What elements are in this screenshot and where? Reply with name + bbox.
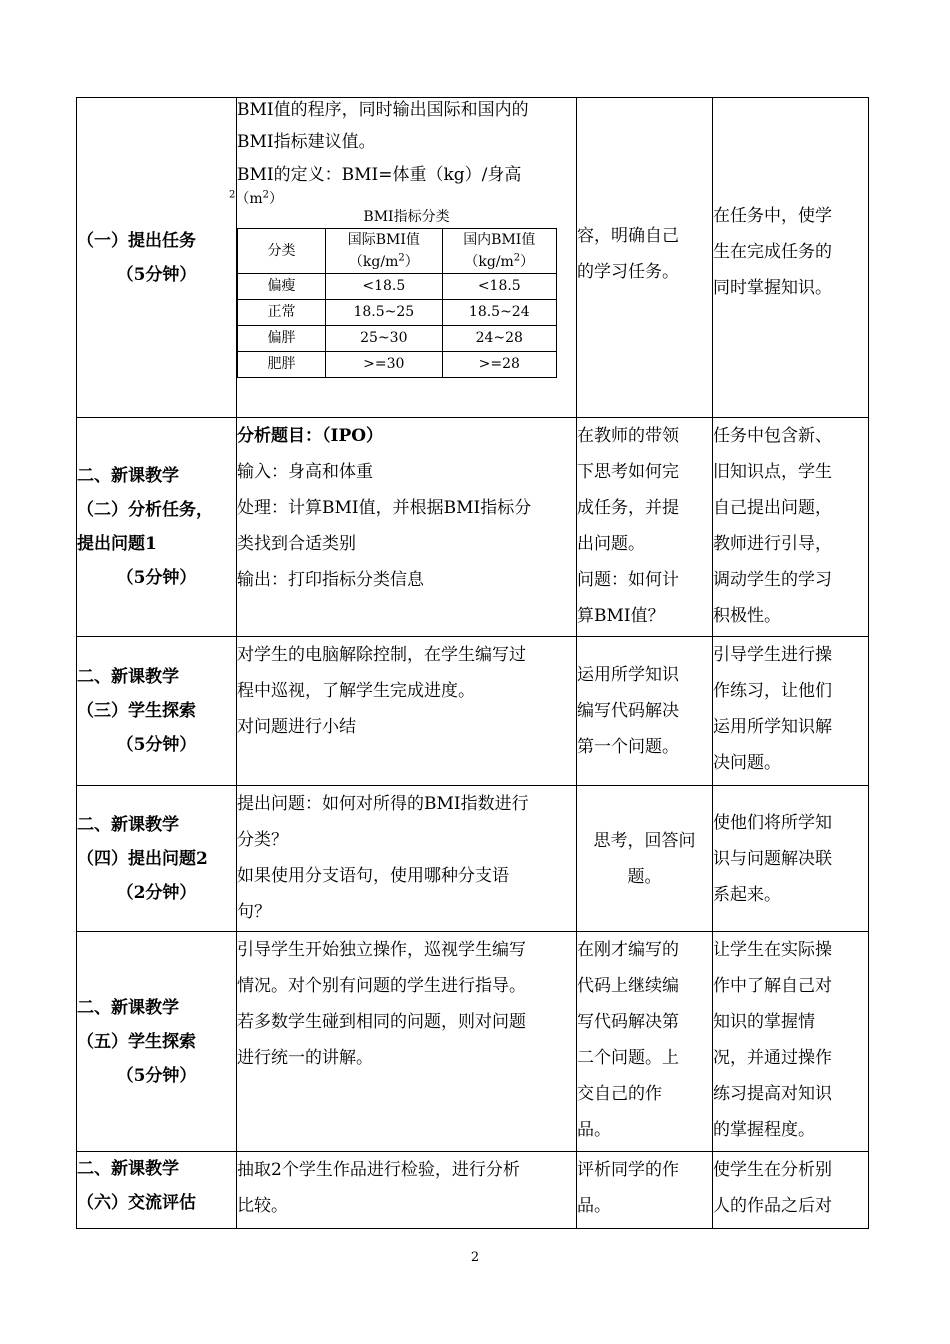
stage-title: 二、新课教学 <box>77 667 179 687</box>
text-line: 代码上继续编 <box>577 976 679 996</box>
text-line: 情况。对个别有问题的学生进行指导。 <box>237 976 526 996</box>
stage-cell <box>77 98 237 418</box>
table-row <box>238 300 557 326</box>
unit-text: （m <box>235 191 263 207</box>
text-line: 教师进行引导， <box>713 534 832 554</box>
design-intent-cell <box>713 786 869 932</box>
header-label: 国内BMI值 <box>463 232 536 248</box>
header-cell <box>442 229 556 274</box>
text-line: 容，明确自己 <box>577 226 679 246</box>
stage-duration: （5分钟） <box>116 568 197 588</box>
table-cell: 24~28 <box>442 326 556 352</box>
text-line: 运用所学知识 <box>577 665 679 685</box>
text-line: 识与问题解决联 <box>713 848 832 869</box>
text-line: 作练习，让他们 <box>713 681 832 701</box>
text-line: 引导学生进行操 <box>713 645 832 665</box>
text-line: 自己提出问题， <box>713 498 832 518</box>
text-line: 作中了解自己对 <box>713 976 832 996</box>
stage-cell <box>77 932 237 1152</box>
text-line: 比较。 <box>237 1196 288 1216</box>
text-line: 出问题。 <box>577 534 645 554</box>
text-line: 生在完成任务的 <box>713 242 832 262</box>
stage-cell <box>77 1152 237 1229</box>
student-activity-cell <box>577 98 713 418</box>
text-line: 调动学生的学习 <box>713 570 832 590</box>
text-line: 决问题。 <box>713 753 781 773</box>
text-line: 使学生在分析别 <box>713 1160 832 1180</box>
text-line: 积极性。 <box>713 606 781 626</box>
header-cell <box>326 229 442 274</box>
stage-cell <box>77 786 237 932</box>
text-line: 句？ <box>237 902 271 922</box>
text-line: 成任务，并提 <box>577 498 679 518</box>
stage-title: 二、新课教学 <box>77 1159 179 1179</box>
bmi-classification-table <box>237 228 557 378</box>
header-cell: 分类 <box>238 229 326 274</box>
table-cell: 18.5~24 <box>442 300 556 326</box>
student-activity-cell <box>577 786 713 932</box>
text-line: 交自己的作 <box>577 1084 662 1104</box>
teacher-activity-cell <box>237 418 577 637</box>
text-line: 同时掌握知识。 <box>713 278 832 298</box>
stage-title: 二、新课教学 <box>77 814 179 835</box>
text-line: 如果使用分支语句，使用哪种分支语 <box>237 866 509 886</box>
table-row <box>238 352 557 378</box>
header-unit: （kg/m <box>348 254 399 270</box>
design-intent-cell <box>713 98 869 418</box>
table-cell: >=30 <box>326 352 442 378</box>
stage-duration: （2分钟） <box>116 882 197 903</box>
text-line: 练习提高对知识 <box>713 1084 832 1104</box>
table-row <box>77 98 869 418</box>
stage-subtitle: （五）学生探索 <box>77 1031 196 1052</box>
text-line: 知识的掌握情 <box>713 1012 815 1032</box>
table-row <box>77 637 869 786</box>
bmi-unit-line <box>229 190 576 208</box>
table-cell: 25~30 <box>326 326 442 352</box>
stage-subtitle: （二）分析任务， <box>77 500 213 520</box>
text-line: 处理：计算BMI值，并根据BMI指标分 <box>237 498 532 518</box>
teacher-activity-cell <box>229 98 577 418</box>
table-row <box>238 274 557 300</box>
lesson-plan-table <box>76 97 869 1229</box>
text-line: 评析同学的作 <box>577 1160 679 1180</box>
table-cell: 18.5~25 <box>326 300 442 326</box>
text-line: 品。 <box>577 1120 611 1140</box>
header-label: 国际BMI值 <box>347 232 420 248</box>
stage-duration: （5分钟） <box>116 735 197 755</box>
text-line: 在刚才编写的 <box>577 940 679 960</box>
unit-close: ） <box>404 254 419 270</box>
design-intent-cell <box>713 932 869 1152</box>
text-line: 品。 <box>577 1196 611 1216</box>
text-line: 在任务中，使学 <box>713 206 832 226</box>
text-line: 类找到合适类别 <box>237 534 356 554</box>
table-cell: 偏胖 <box>238 326 326 352</box>
table-row <box>77 932 869 1152</box>
design-intent-cell <box>713 637 869 786</box>
text-line: 分析题目：（IPO） <box>237 426 384 446</box>
text-line: 在教师的带领 <box>577 426 679 446</box>
table-row <box>77 418 869 637</box>
text-line: 对学生的电脑解除控制，在学生编写过 <box>237 645 526 665</box>
teacher-activity-cell <box>237 637 577 786</box>
text-line: 问题：如何计 <box>577 570 679 590</box>
text-line: 人的作品之后对 <box>713 1196 832 1216</box>
text-line: 引导学生开始独立操作，巡视学生编写 <box>237 940 526 960</box>
text-line: 旧知识点，学生 <box>713 462 832 482</box>
unit-close: ） <box>520 254 535 270</box>
table-cell: >=28 <box>442 352 556 378</box>
teacher-activity-cell <box>237 932 577 1152</box>
table-row <box>238 229 557 274</box>
text-line: 下思考如何完 <box>577 462 679 482</box>
text-line: 二个问题。上 <box>577 1048 679 1068</box>
page-number: 2 <box>470 1250 480 1265</box>
stage-subtitle: （六）交流评估 <box>77 1193 196 1213</box>
text-line: 编写代码解决 <box>577 701 679 721</box>
stage-subtitle: （三）学生探索 <box>77 701 196 721</box>
text-line: BMI指标建议值。 <box>237 132 376 152</box>
table-row <box>238 326 557 352</box>
stage-cell <box>77 418 237 637</box>
student-activity-cell <box>577 637 713 786</box>
text-line: 题。 <box>627 866 662 887</box>
stage-title: 二、新课教学 <box>77 997 179 1018</box>
text-line: 若多数学生碰到相同的问题，则对问题 <box>237 1012 526 1032</box>
text-line: 分类？ <box>237 830 288 850</box>
stage-subtitle: 提出问题1 <box>77 534 157 554</box>
stage-title: 二、新课教学 <box>77 466 179 486</box>
text-line: 任务中包含新、 <box>713 426 832 446</box>
unit-close: ） <box>269 191 284 207</box>
text-line: 让学生在实际操 <box>713 940 832 960</box>
stage-duration: （5分钟） <box>116 1065 197 1086</box>
text-line: 的学习任务。 <box>577 262 679 282</box>
table-row <box>77 786 869 932</box>
bmi-table-caption: BMI指标分类 <box>363 209 450 225</box>
student-activity-cell <box>577 932 713 1152</box>
text-line: 输出：打印指标分类信息 <box>237 570 424 590</box>
superscript: 2 <box>398 252 405 264</box>
text-line: 抽取2个学生作品进行检验，进行分析 <box>237 1160 520 1180</box>
text-line: 使他们将所学知 <box>713 812 832 833</box>
text-line: 进行统一的讲解。 <box>237 1048 373 1068</box>
design-intent-cell <box>713 1152 869 1229</box>
superscript: 2 <box>513 252 521 264</box>
student-activity-cell <box>577 418 713 637</box>
text-line: BMI值的程序，同时输出国际和国内的 <box>237 100 529 120</box>
header-unit: （kg/m <box>464 254 514 270</box>
stage-duration: （5分钟） <box>116 264 197 285</box>
text-line: 思考，回答问 <box>593 830 696 851</box>
text-line: 第一个问题。 <box>577 737 679 757</box>
teacher-activity-cell <box>237 1152 577 1229</box>
text-line: 对问题进行小结 <box>237 717 356 737</box>
student-activity-cell <box>577 1152 713 1229</box>
text-line: 运用所学知识解 <box>713 717 832 737</box>
table-cell: 肥胖 <box>238 352 326 378</box>
stage-title: （一）提出任务 <box>77 230 196 251</box>
text-line: 写代码解决第 <box>577 1012 679 1032</box>
text-line: 输入：身高和体重 <box>237 462 373 482</box>
text-line: BMI的定义：BMI=体重（kg）/身高 <box>237 165 522 185</box>
text-line: 系起来。 <box>713 884 781 905</box>
text-line: 算BMI值？ <box>577 606 665 626</box>
text-line: 的掌握程度。 <box>713 1120 815 1140</box>
table-cell: 正常 <box>238 300 326 326</box>
table-cell: <18.5 <box>326 274 442 300</box>
text-line: 况，并通过操作 <box>713 1048 832 1068</box>
table-cell: 偏瘦 <box>238 274 326 300</box>
table-row <box>77 1152 869 1229</box>
stage-cell <box>77 637 237 786</box>
superscript: 2 <box>229 189 236 201</box>
teacher-activity-cell <box>237 786 577 932</box>
superscript: 2 <box>262 189 270 201</box>
design-intent-cell <box>713 418 869 637</box>
table-cell: <18.5 <box>442 274 556 300</box>
text-line: 程中巡视，了解学生完成进度。 <box>237 681 475 701</box>
stage-subtitle: （四）提出问题2 <box>77 848 208 869</box>
text-line: 提出问题：如何对所得的BMI指数进行 <box>237 794 529 814</box>
